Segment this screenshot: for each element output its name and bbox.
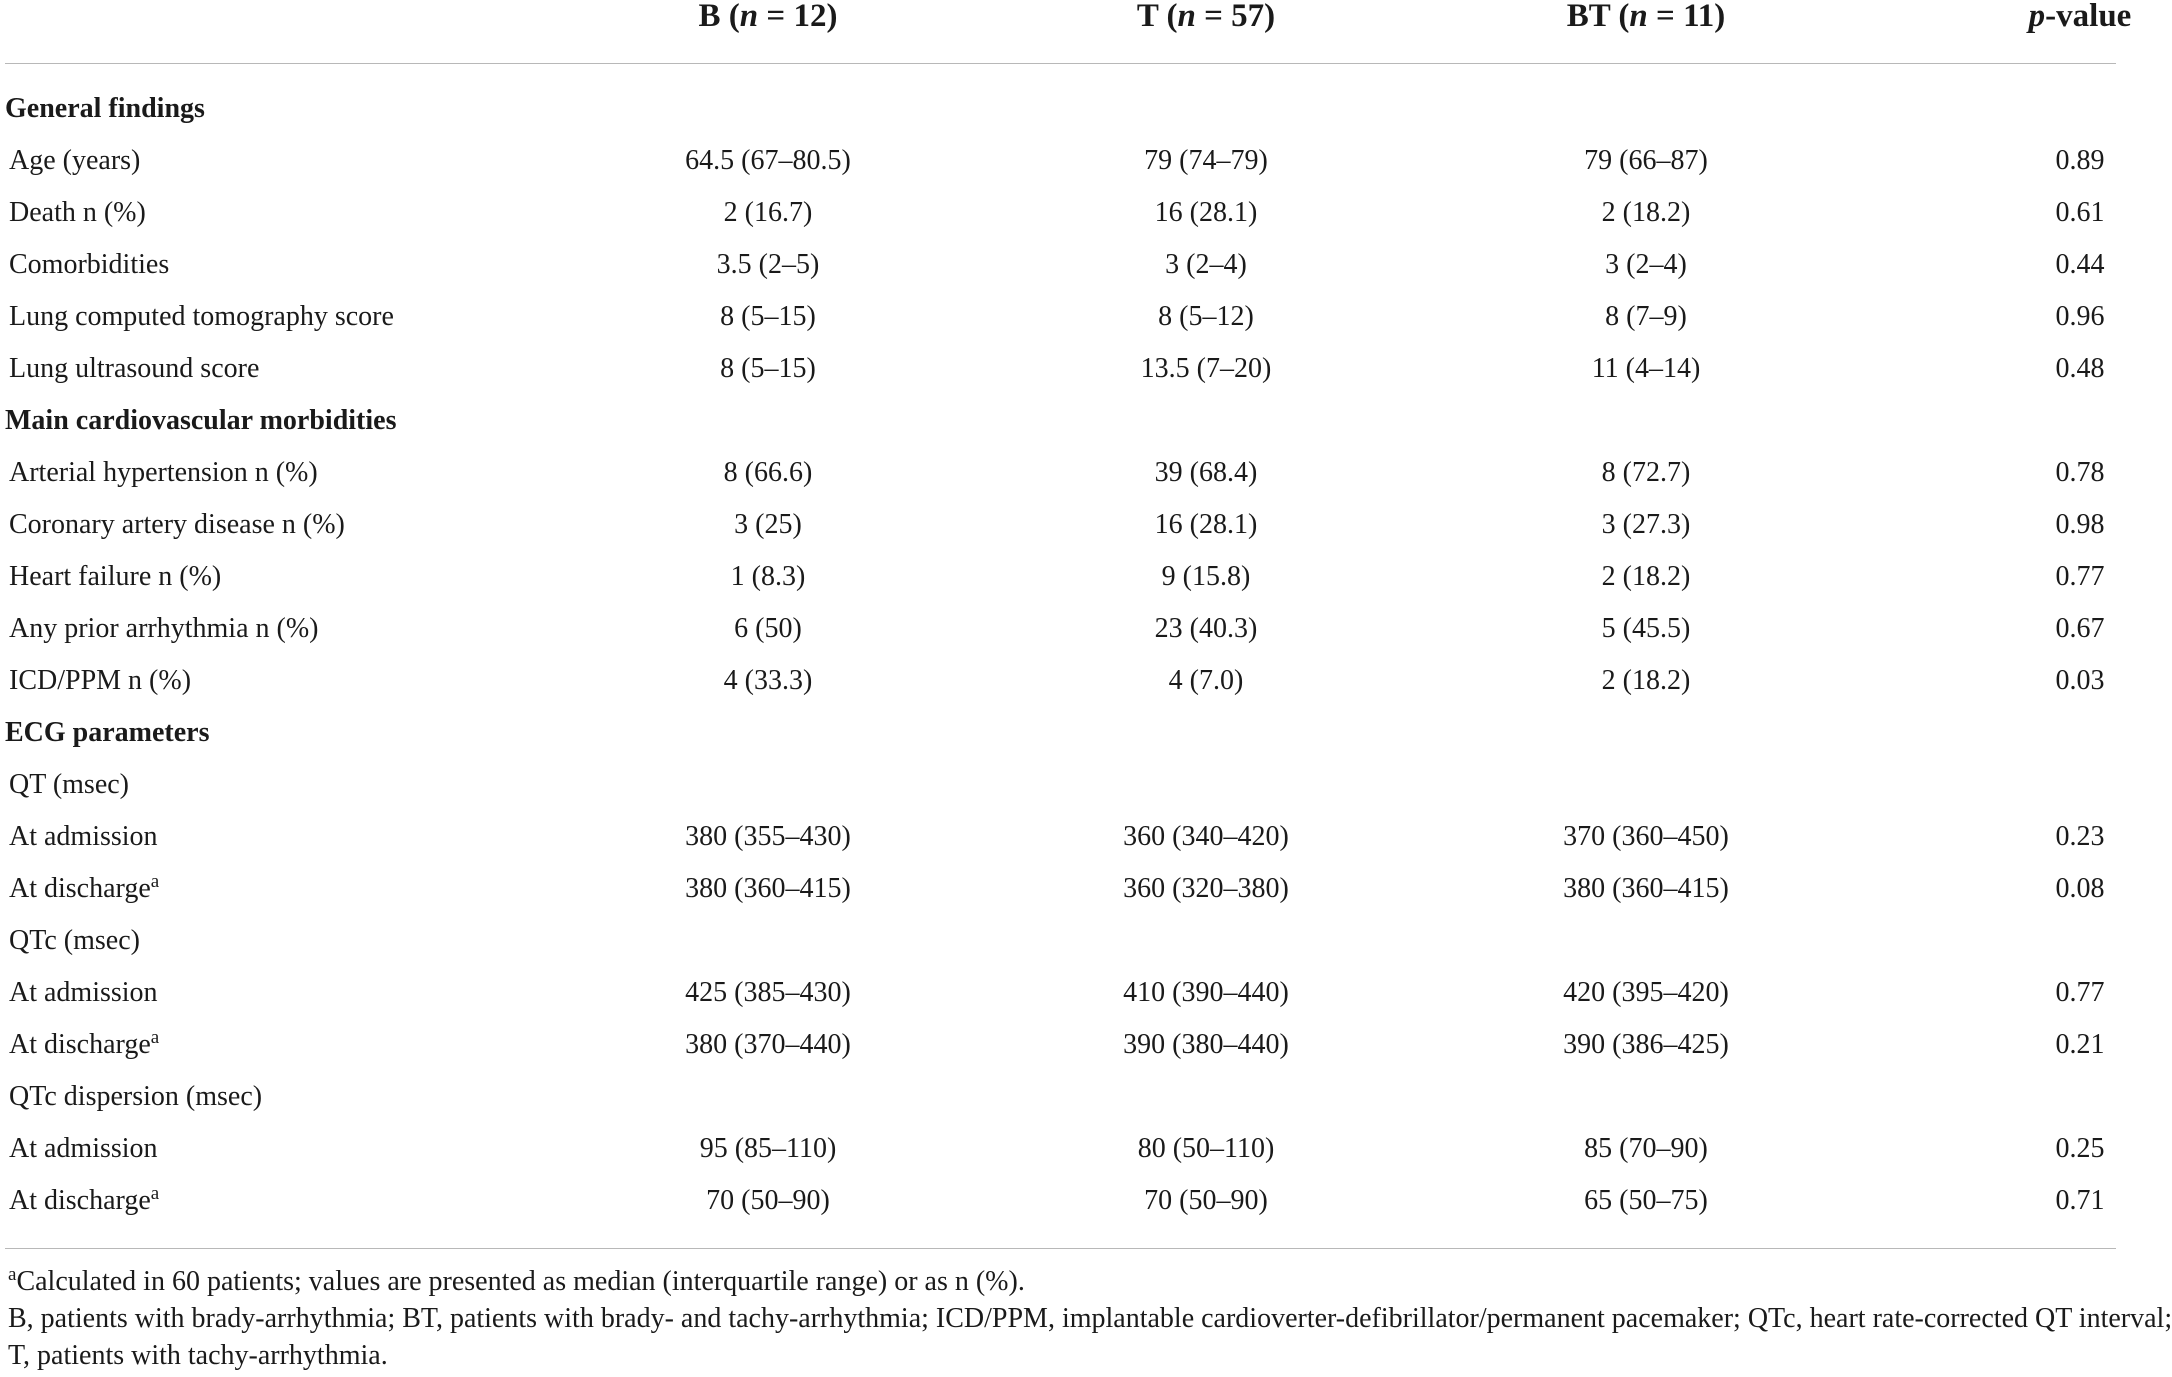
cell-t: 16 (28.1): [1154, 197, 1258, 228]
cell-t: 39 (68.4): [1154, 457, 1258, 488]
cell-t: 70 (50–90): [1144, 1185, 1268, 1216]
table-header-row: [0, 0, 2132, 46]
header-b: B (n = 12): [698, 0, 838, 34]
cell-b: 6 (50): [734, 613, 802, 644]
table-row: [0, 863, 2121, 915]
cell-t: 3 (2–4): [1165, 249, 1247, 280]
cell-b: 95 (85–110): [699, 1133, 837, 1164]
cell-bt: 65 (50–75): [1584, 1185, 1708, 1216]
table-row: [0, 135, 2121, 187]
cell-bt: 11 (4–14): [1591, 353, 1701, 384]
footnote-marker: a: [150, 1027, 160, 1048]
cell-bt: 390 (386–425): [1563, 1029, 1729, 1060]
row-label: Lung computed tomography score: [9, 301, 394, 332]
row-label: Any prior arrhythmia n (%): [9, 613, 319, 644]
cell-b: 380 (370–440): [685, 1029, 851, 1060]
cell-b: 380 (355–430): [685, 821, 851, 852]
cell-p-value: 0.48: [2055, 353, 2105, 384]
section-row: [0, 83, 2121, 135]
row-label: QTc dispersion (msec): [9, 1081, 263, 1112]
cell-p-value: 0.44: [2055, 249, 2105, 280]
cell-p-value: 0.98: [2055, 509, 2105, 540]
table-row: [0, 551, 2121, 603]
cell-b: 8 (5–15): [720, 301, 816, 332]
table-row: [0, 447, 2121, 499]
cell-b: 380 (360–415): [685, 873, 851, 904]
cell-b: 3 (25): [734, 509, 802, 540]
subgroup-row: [0, 915, 2121, 967]
cell-p-value: 0.77: [2055, 561, 2105, 592]
cell-b: 70 (50–90): [706, 1185, 830, 1216]
cell-b: 425 (385–430): [685, 977, 851, 1008]
row-label: QTc (msec): [9, 925, 140, 956]
table-row: [0, 187, 2121, 239]
table-row: [0, 1123, 2121, 1175]
cell-b: 8 (5–15): [720, 353, 816, 384]
cell-bt: 380 (360–415): [1563, 873, 1729, 904]
table-row: [0, 811, 2121, 863]
cell-p-value: 0.71: [2055, 1185, 2105, 1216]
section-row: [0, 395, 2121, 447]
section-heading: General findings: [5, 93, 205, 124]
cell-bt: 2 (18.2): [1601, 665, 1691, 696]
cell-t: 360 (340–420): [1123, 821, 1289, 852]
row-label: Arterial hypertension n (%): [9, 457, 318, 488]
cell-p-value: 0.77: [2055, 977, 2105, 1008]
cell-bt: 2 (18.2): [1601, 197, 1691, 228]
cell-t: 390 (380–440): [1123, 1029, 1289, 1060]
table-row: [0, 291, 2121, 343]
subgroup-row: [0, 759, 2121, 811]
table-row: [0, 499, 2121, 551]
cell-bt: 8 (72.7): [1601, 457, 1691, 488]
table-row: [0, 343, 2121, 395]
cell-p-value: 0.61: [2055, 197, 2105, 228]
cell-t: 4 (7.0): [1168, 665, 1244, 696]
cell-t: 13.5 (7–20): [1140, 353, 1272, 384]
table-row: [0, 1175, 2121, 1227]
cell-t: 9 (15.8): [1161, 561, 1251, 592]
row-label: Heart failure n (%): [9, 561, 222, 592]
footnote-marker: a: [150, 871, 160, 892]
cell-bt: 370 (360–450): [1563, 821, 1729, 852]
row-label: At discharge$^a$: [9, 1027, 160, 1060]
row-label: Death n (%): [9, 197, 146, 228]
cell-bt: 8 (7–9): [1605, 301, 1687, 332]
row-label: Comorbidities: [9, 249, 170, 280]
cell-p-value: 0.67: [2055, 613, 2105, 644]
cell-p-value: 0.25: [2055, 1133, 2105, 1164]
table-row: [0, 603, 2121, 655]
header-bt: BT (n = 11): [1566, 0, 1726, 34]
header-t: T (n = 57): [1136, 0, 1276, 34]
cell-bt: 5 (45.5): [1601, 613, 1691, 644]
cell-p-value: 0.96: [2055, 301, 2105, 332]
cell-b: 2 (16.7): [723, 197, 813, 228]
row-label: QT (msec): [9, 769, 129, 800]
cell-p-value: 0.78: [2055, 457, 2105, 488]
footnote-abbreviations-line2: T, patients with tachy-arrhythmia.: [8, 1340, 388, 1371]
cell-bt: 3 (2–4): [1605, 249, 1687, 280]
row-label: ICD/PPM n (%): [9, 665, 192, 696]
row-label: Coronary artery disease n (%): [9, 509, 345, 540]
cell-b: 8 (66.6): [723, 457, 813, 488]
cell-t: 16 (28.1): [1154, 509, 1258, 540]
row-label: At admission: [9, 1133, 158, 1164]
section-heading: ECG parameters: [5, 717, 210, 748]
row-label: Age (years): [9, 145, 141, 176]
row-label: Lung ultrasound score: [9, 353, 260, 384]
cell-bt: 79 (66–87): [1584, 145, 1708, 176]
cell-t: 80 (50–110): [1137, 1133, 1275, 1164]
cell-p-value: 0.21: [2055, 1029, 2105, 1060]
section-heading: Main cardiovascular morbidities: [5, 405, 397, 436]
table-row: [0, 1019, 2121, 1071]
subgroup-row: [0, 1071, 2121, 1123]
footer-divider: [5, 1248, 2116, 1249]
row-label: At discharge$^a$: [9, 1183, 160, 1216]
table-row: [0, 655, 2121, 707]
header-divider: [5, 63, 2116, 64]
cell-t: 410 (390–440): [1123, 977, 1289, 1008]
cell-b: 4 (33.3): [723, 665, 813, 696]
row-label: At discharge$^a$: [9, 871, 160, 904]
cell-b: 3.5 (2–5): [716, 249, 820, 280]
cell-p-value: 0.08: [2055, 873, 2105, 904]
footnote-a: $^a$Calculated in 60 patients; values are presented as median (interquartile range) or as n (%).: [8, 1264, 1025, 1297]
cell-b: 64.5 (67–80.5): [685, 145, 851, 176]
cell-p-value: 0.89: [2055, 145, 2105, 176]
cell-b: 1 (8.3): [730, 561, 806, 592]
row-label: At admission: [9, 977, 158, 1008]
table-row: [0, 967, 2121, 1019]
cell-t: 23 (40.3): [1154, 613, 1258, 644]
header-p-value: p-value: [2028, 0, 2132, 34]
cell-t: 360 (320–380): [1123, 873, 1289, 904]
cell-t: 79 (74–79): [1144, 145, 1268, 176]
table-row: [0, 239, 2121, 291]
footnote-a-marker: a: [8, 1264, 17, 1285]
cell-bt: 85 (70–90): [1584, 1133, 1708, 1164]
footnote-marker: a: [150, 1183, 160, 1204]
footnote-abbreviations-line1: B, patients with brady-arrhythmia; BT, patients with brady- and tachy-arrhythmia; ICD/PPM, implantable cardioverter-defibrillator/permanent pacemaker; QTc, heart rate-corrected QT interval;: [8, 1303, 2172, 1334]
row-label: At admission: [9, 821, 158, 852]
cell-bt: 420 (395–420): [1563, 977, 1729, 1008]
cell-bt: 2 (18.2): [1601, 561, 1691, 592]
section-row: [0, 707, 2121, 759]
cell-p-value: 0.23: [2055, 821, 2105, 852]
cell-bt: 3 (27.3): [1601, 509, 1691, 540]
cell-t: 8 (5–12): [1158, 301, 1254, 332]
cell-p-value: 0.03: [2055, 665, 2105, 696]
